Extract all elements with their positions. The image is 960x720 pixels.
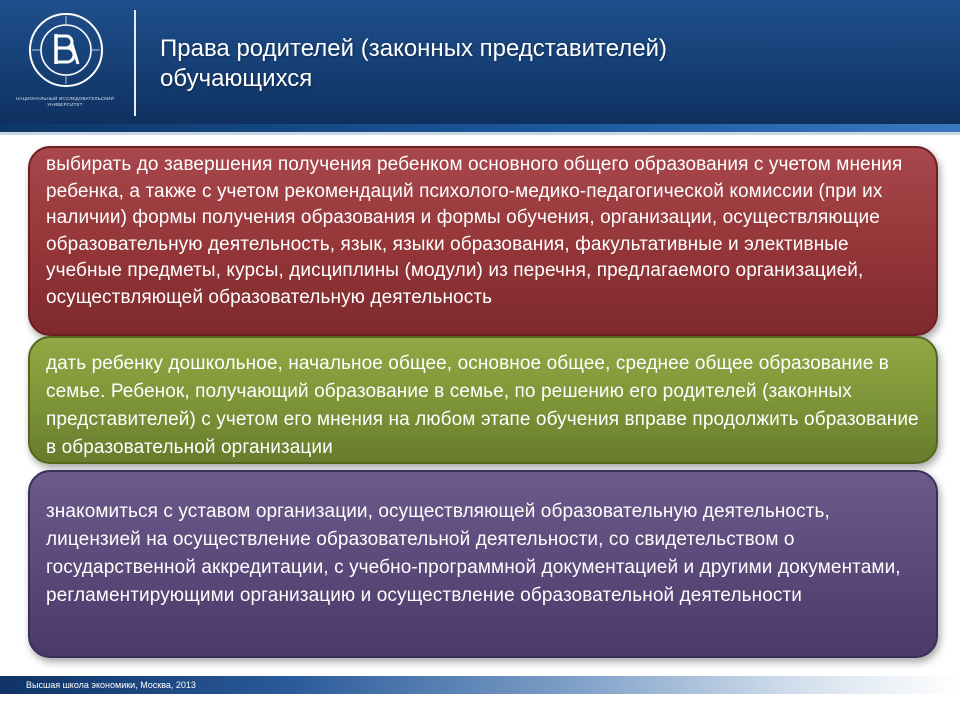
- page-title-line-1: Права родителей (законных представителей): [160, 35, 668, 62]
- footer-text: Высшая школа экономики, Москва, 2013: [26, 680, 196, 690]
- page-title: [160, 34, 667, 94]
- logo-caption: НАЦИОНАЛЬНЫЙ ИССЛЕДОВАТЕЛЬСКИЙ УНИВЕРСИТЕТ: [16, 96, 114, 107]
- panel-text: выбирать до завершения получения ребенком основного общего образования с учетом мнения ребенка, а также с учетом рекомендаций психолого-медико-педагогической комиссии (при их наличии) формы получения образования и формы обучения, организации, осуществляющие образовательную деятельность, язык, языки образования, факультативные и элективные учебные предметы, курсы, дисциплины (модули) из перечня, предлагаемого организацией, осуществляющей образовательную деятельность: [46, 154, 903, 308]
- right-panel-documents: [28, 470, 938, 658]
- header-stripe: [0, 124, 960, 132]
- page-title-line-2: обучающихся: [160, 65, 313, 92]
- right-panel-family-education: [28, 336, 938, 464]
- hse-logo-icon: [28, 12, 104, 88]
- panel-text: знакомиться с уставом организации, осуществляющей образовательную деятельность, лицензией на осуществление образовательной деятельности, со свидетельством о государственной аккредитации, с учебно-программной документацией и другими документами, регламентирующими организацию и осуществление образовательной деятельности: [46, 501, 901, 606]
- panel-text: дать ребенку дошкольное, начальное общее, основное общее, среднее общее образование в семье. Ребенок, получающий образование в семье, по решению его родителей (законных представителей) с учетом его мнения на любом этапе обучения вправе продолжить образование в образовательной организации: [46, 353, 919, 458]
- header-underline: [0, 132, 960, 135]
- right-panel-education-form: [28, 146, 938, 336]
- header-divider: [134, 10, 136, 116]
